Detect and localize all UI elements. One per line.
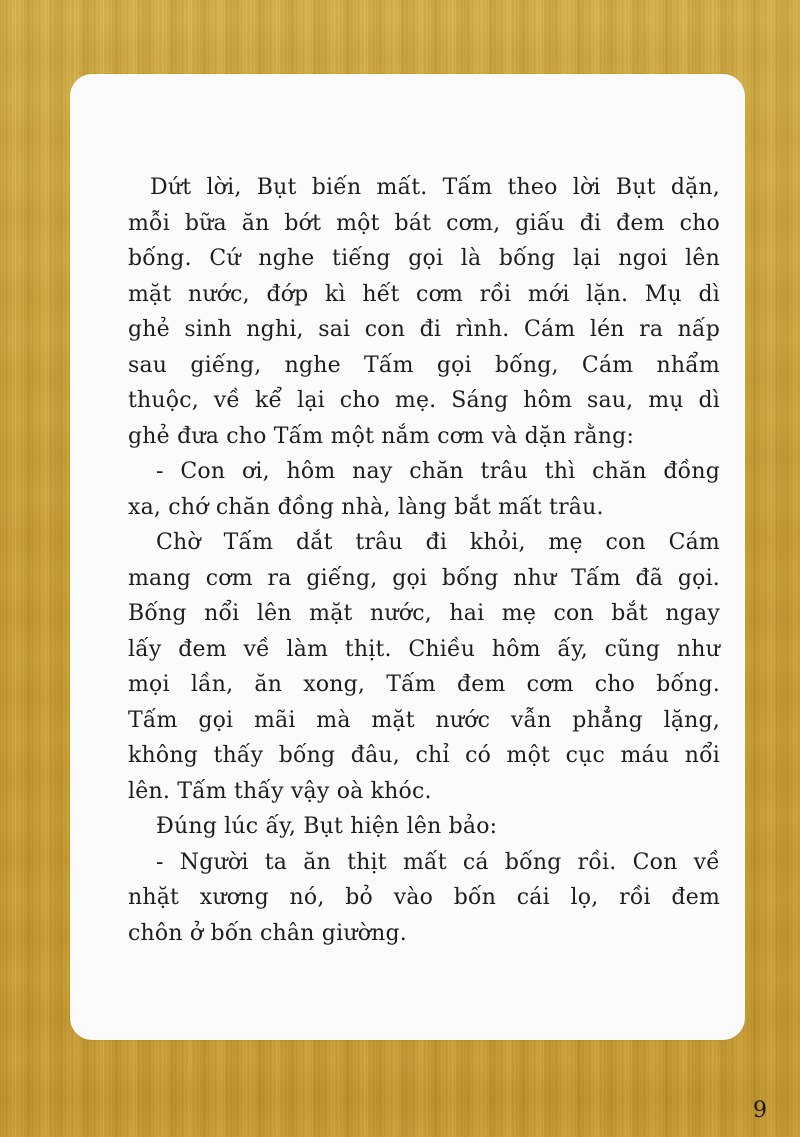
text-line: ghẻ đưa cho Tấm một nắm cơm và dặn rằng: xyxy=(128,423,635,449)
text-line: xa, chớ chăn đồng nhà, làng bắt mất trâu. xyxy=(128,494,604,520)
text-line: mỗi bữa ăn bớt một bát cơm, giấu đi đem cho xyxy=(128,210,720,236)
text-line: ghẻ sinh nghi, sai con đi rình. Cám lén ra nấp xyxy=(128,317,720,342)
text-line: thuộc, về kể lại cho mẹ. Sáng hôm sau, mụ dì xyxy=(128,388,720,413)
text-line: - Con ơi, hôm nay chăn trâu thì chăn đồng xyxy=(156,459,720,484)
text-line: Bống nổi lên mặt nước, hai mẹ con bắt ngay xyxy=(128,601,720,626)
page-card xyxy=(70,74,745,1040)
page-number: 9 xyxy=(753,1098,767,1123)
text-line: sau giếng, nghe Tấm gọi bống, Cám nhẩm xyxy=(128,352,720,378)
text-line: nhặt xương nó, bỏ vào bốn cái lọ, rồi đem xyxy=(128,885,720,910)
text-line: - Người ta ăn thịt mất cá bống rồi. Con về xyxy=(156,849,720,875)
text-line: bống. Cứ nghe tiếng gọi là bống lại ngoi lên xyxy=(128,246,720,271)
text-line: lên. Tấm thấy vậy oà khóc. xyxy=(128,778,432,804)
text-line: Chờ Tấm dắt trâu đi khỏi, mẹ con Cám xyxy=(156,530,720,555)
text-line: mặt nước, đớp kì hết cơm rồi mới lặn. Mụ dì xyxy=(128,281,720,307)
text-line: mọi lần, ăn xong, Tấm đem cơm cho bống. xyxy=(128,672,720,697)
text-line: mang cơm ra giếng, gọi bống như Tấm đã gọi. xyxy=(128,565,720,591)
text-line: lấy đem về làm thịt. Chiều hôm ấy, cũng như xyxy=(128,636,720,662)
story-text xyxy=(128,170,720,951)
text-line: không thấy bống đâu, chỉ có một cục máu nổi xyxy=(128,743,720,768)
text-line: Dứt lời, Bụt biến mất. Tấm theo lời Bụt dặn, xyxy=(150,175,720,200)
text-line: Đúng lúc ấy, Bụt hiện lên bảo: xyxy=(156,814,498,839)
text-line: chôn ở bốn chân giường. xyxy=(128,920,407,946)
text-line: Tấm gọi mãi mà mặt nước vẫn phẳng lặng, xyxy=(128,707,720,733)
